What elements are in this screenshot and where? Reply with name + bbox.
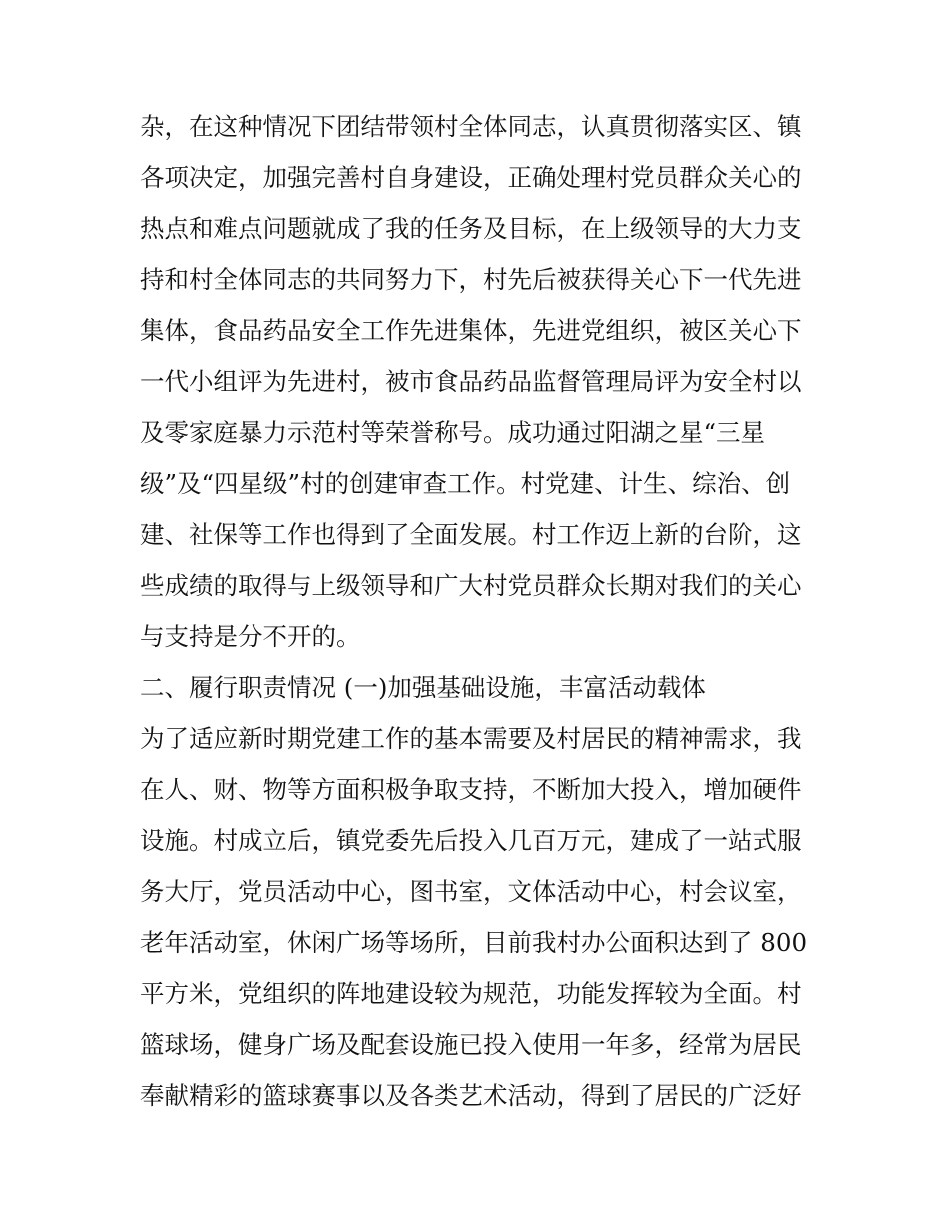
- text-line: 务大厅，党员活动中心，图书室，文体活动中心，村会议室，: [140, 877, 802, 906]
- text-line: 些成绩的取得与上级领导和广大村党员群众长期对我们的关心: [140, 571, 802, 600]
- text-line: 奉献精彩的篮球赛事以及各类艺术活动，得到了居民的广泛好: [140, 1081, 802, 1110]
- text-line: 各项决定，加强完善村自身建设，正确处理村党员群众关心的: [140, 163, 802, 192]
- text-line: 一代小组评为先进村，被市食品药品监督管理局评为安全村以: [140, 367, 802, 396]
- text-line: 杂，在这种情况下团结带领村全体同志，认真贯彻落实区、镇: [140, 112, 802, 141]
- text-line: 级”及“四星级”村的创建审查工作。村党建、计生、综治、创: [140, 469, 791, 498]
- text-line: 建、社保等工作也得到了全面发展。村工作迈上新的台阶，这: [140, 520, 802, 549]
- text-line: 老年活动室，休闲广场等场所，目前我村办公面积达到了 800: [140, 928, 808, 957]
- text-line: 平方米，党组织的阵地建设较为规范，功能发挥较为全面。村: [140, 979, 802, 1008]
- text-line: 持和村全体同志的共同努力下，村先后被获得关心下一代先进: [140, 265, 802, 294]
- text-line: 及零家庭暴力示范村等荣誉称号。成功通过阳湖之星“三星: [140, 418, 766, 447]
- text-line: 在人、财、物等方面积极争取支持，不断加大投入，增加硬件: [140, 775, 802, 804]
- text-line: 与支持是分不开的。: [140, 622, 361, 651]
- text-line: 设施。村成立后，镇党委先后投入几百万元，建成了一站式服: [140, 826, 802, 855]
- section-heading: 二、履行职责情况 (一)加强基础设施，丰富活动载体: [140, 673, 706, 702]
- text-line: 集体，食品药品安全工作先进集体，先进党组织，被区关心下: [140, 316, 802, 345]
- text-line: 热点和难点问题就成了我的任务及目标，在上级领导的大力支: [140, 214, 802, 243]
- text-line: 为了适应新时期党建工作的基本需要及村居民的精神需求，我: [140, 724, 802, 753]
- text-line: 篮球场，健身广场及配套设施已投入使用一年多，经常为居民: [140, 1030, 802, 1059]
